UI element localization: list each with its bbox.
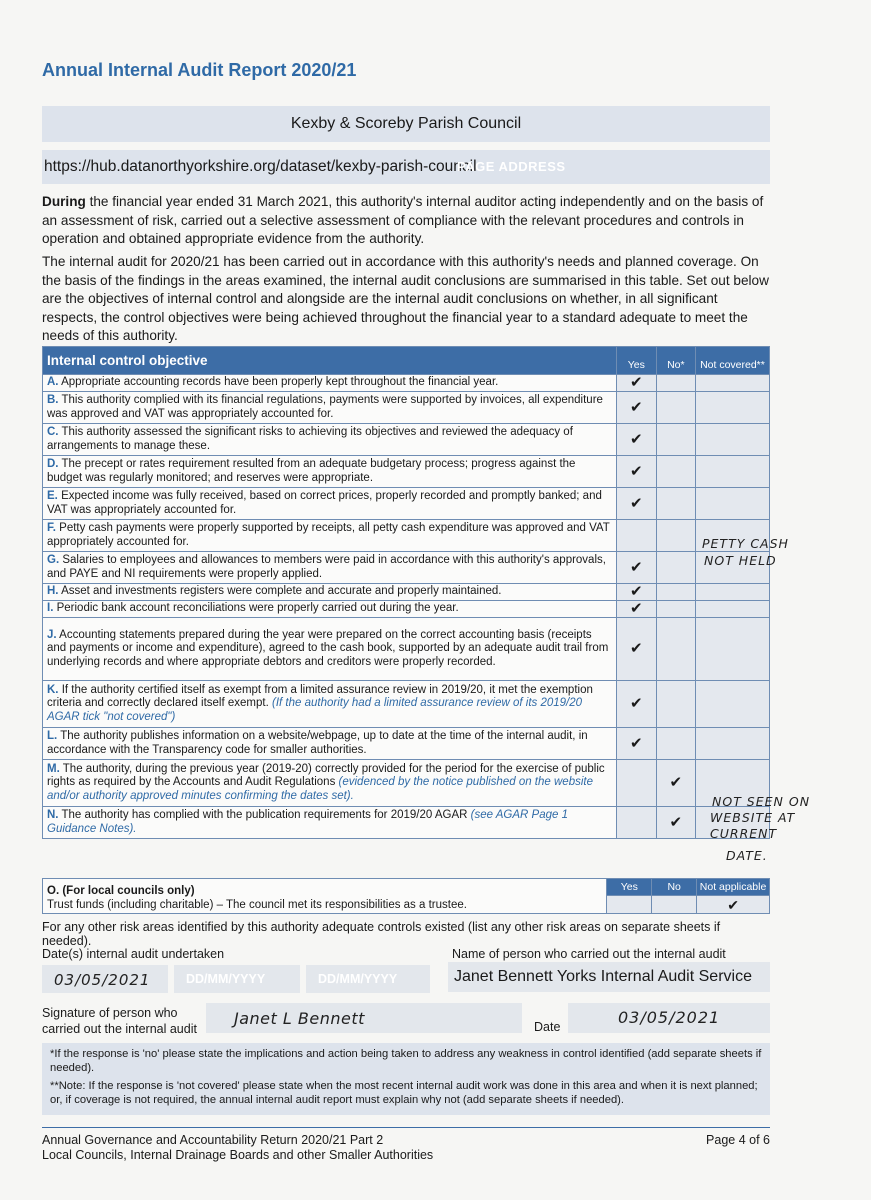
control-objective: [43, 807, 617, 839]
control-note: (evidenced by the notice published on the website and/or authority approved minutes confirming the dates set).: [47, 776, 593, 802]
not-covered-header: Not covered**: [696, 347, 770, 375]
control-text: Asset and investments registers were complete and accurate and properly maintained.: [61, 585, 502, 598]
no-cell[interactable]: ✔: [656, 760, 695, 807]
page-number: Page 4 of 6: [706, 1133, 770, 1147]
control-row: [43, 728, 770, 760]
date-label: Date: [534, 1020, 561, 1034]
control-text: Periodic bank account reconciliations were properly carried out during the year.: [56, 602, 459, 615]
control-row: [43, 584, 770, 601]
row-o-yes-header: Yes: [607, 879, 652, 896]
control-letter: G.: [47, 553, 60, 566]
no-cell[interactable]: ✔: [656, 807, 695, 839]
no-cell[interactable]: [656, 601, 695, 618]
not-covered-cell[interactable]: [696, 601, 770, 618]
control-letter: D.: [47, 457, 59, 470]
no-cell[interactable]: [656, 520, 695, 552]
control-letter: A.: [47, 376, 59, 389]
control-objective: [43, 488, 617, 520]
intro-bold: During: [42, 194, 86, 209]
control-objective: [43, 681, 617, 728]
row-o-objective: [43, 879, 607, 914]
control-text: The authority has complied with the publication requirements for 2019/20 AGAR: [61, 808, 468, 821]
note-not-covered: **Note: If the response is 'not covered' please state when the most recent internal audit work was done in this area and when it is next planned; or, if coverage is not required, the annual internal audit report must explain why not (add separate sheets if needed).: [50, 1080, 758, 1106]
objective-header: Internal control objective: [43, 347, 617, 375]
no-cell[interactable]: [656, 552, 695, 584]
yes-cell[interactable]: [617, 807, 656, 839]
control-objective: [43, 601, 617, 618]
control-text: If the authority certified itself as exempt from a limited assurance review in 2019/20, it met the exemption criteria and correctly declared itself exempt.: [47, 683, 593, 710]
no-cell[interactable]: [656, 375, 695, 392]
not-covered-cell[interactable]: [696, 392, 770, 424]
notes-box: [42, 1043, 770, 1115]
control-letter: M.: [47, 762, 60, 775]
control-objective: [43, 584, 617, 601]
intro-paragraph-2: The internal audit for 2020/21 has been carried out in accordance with this authority's needs and planned coverage. On the basis of the findings in the areas examined, the internal audit conclusions are summarised in this table. Set out below are the objectives of internal control and alongside are the internal audit conclusions on whether, in all significant respects, the control objectives were being achieved throughout the financial year to a standard adequate to meet the needs of this authority.: [42, 254, 769, 343]
intro-text-1: the financial year ended 31 March 2021, this authority's internal auditor acting independently and on the basis of an assessment of risk, carried out a selective assessment of compliance with the relevant procedures and controls in operation and obtained appropriate evidence from the authority.: [42, 194, 764, 246]
row-o-no-header: No: [652, 879, 697, 896]
control-objective: [43, 552, 617, 584]
control-text: This authority complied with its financial regulations, payments were supported by invoices, all expenditure was approved and VAT was appropriately accounted for.: [47, 393, 603, 420]
control-text: Salaries to employees and allowances to members were paid in accordance with this authority's approvals, and PAYE and NI requirements were properly applied.: [47, 553, 606, 580]
yes-cell[interactable]: ✔: [617, 456, 656, 488]
handwritten-not-held: NOT HELD: [704, 553, 777, 568]
no-header: No*: [656, 347, 695, 375]
control-letter: I.: [47, 602, 54, 615]
not-covered-cell[interactable]: [696, 456, 770, 488]
control-letter: N.: [47, 808, 59, 821]
control-objective: [43, 424, 617, 456]
control-text: The authority publishes information on a website/webpage, up to date at the time of the internal audit, in accordance with the Transparency code for smaller authorities.: [47, 729, 588, 756]
signature-label-line-1: Signature of person who: [42, 1006, 178, 1020]
yes-cell[interactable]: ✔: [617, 392, 656, 424]
handwritten-petty-cash: PETTY CASH: [702, 536, 789, 551]
footer-line-2: Local Councils, Internal Drainage Boards and other Smaller Authorities: [42, 1148, 434, 1162]
yes-cell[interactable]: ✔: [617, 618, 656, 681]
not-covered-cell[interactable]: [696, 488, 770, 520]
date-1-value: 03/05/2021: [54, 971, 151, 989]
row-o-title: O. (For local councils only): [47, 885, 195, 897]
control-note: (see AGAR Page 1 Guidance Notes).: [47, 808, 568, 835]
internal-control-table: [42, 346, 770, 839]
row-o-table: [42, 878, 770, 914]
page-title: Annual Internal Audit Report 2020/21: [42, 60, 357, 80]
not-covered-cell[interactable]: [696, 728, 770, 760]
signature-value: Janet L Bennett: [234, 1009, 365, 1028]
row-o-na-cell[interactable]: ✔: [697, 896, 770, 914]
dates-label: Date(s) internal audit undertaken: [42, 947, 225, 961]
yes-header: Yes: [617, 347, 656, 375]
not-covered-cell[interactable]: [696, 681, 770, 728]
control-objective: [43, 392, 617, 424]
row-o-na-header: Not applicable: [697, 879, 770, 896]
no-cell[interactable]: [656, 728, 695, 760]
row-o-yes-cell[interactable]: [607, 896, 652, 914]
control-row: [43, 760, 770, 807]
not-covered-cell[interactable]: [696, 584, 770, 601]
control-letter: L.: [47, 729, 58, 742]
date-signed-field[interactable]: [568, 1003, 770, 1033]
footer-line-1: Annual Governance and Accountability Return 2020/21 Part 2: [42, 1133, 384, 1147]
website-url-field[interactable]: [42, 150, 770, 184]
control-text: Petty cash payments were properly supported by receipts, all petty cash expenditure was approved and VAT appropriately accounted for.: [47, 521, 610, 548]
not-covered-cell[interactable]: [696, 618, 770, 681]
control-note: (If the authority had a limited assurance review of its 2019/20 AGAR tick "not covered"): [47, 697, 583, 723]
control-row: [43, 488, 770, 520]
no-cell[interactable]: [656, 681, 695, 728]
control-row: [43, 392, 770, 424]
yes-cell[interactable]: ✔: [617, 601, 656, 618]
yes-cell[interactable]: ✔: [617, 424, 656, 456]
council-name: Kexby & Scoreby Parish Council: [290, 115, 522, 132]
yes-cell[interactable]: ✔: [617, 584, 656, 601]
control-objective: [43, 760, 617, 807]
control-row: [43, 552, 770, 584]
date-2-placeholder: DD/MM/YYYY: [186, 972, 266, 986]
website-placeholder: PAGE ADDRESS: [457, 159, 566, 174]
control-row: [43, 601, 770, 618]
other-risks-text: For any other risk areas identified by this authority adequate controls existed (list any other risk areas on separate sheets if needed).: [42, 920, 721, 948]
date-signed-value: 03/05/2021: [618, 1008, 721, 1027]
auditor-name: Janet Bennett Yorks Internal Audit Service: [454, 968, 752, 985]
control-row: [43, 456, 770, 488]
control-row: [43, 807, 770, 839]
control-letter: K.: [47, 683, 59, 696]
date-3-placeholder: DD/MM/YYYY: [318, 972, 398, 986]
signature-field[interactable]: [206, 1003, 522, 1033]
no-cell[interactable]: [656, 424, 695, 456]
control-objective: [43, 375, 617, 392]
yes-cell[interactable]: ✔: [617, 728, 656, 760]
yes-cell[interactable]: ✔: [617, 375, 656, 392]
control-letter: B.: [47, 393, 59, 406]
intro-paragraph-1: [42, 193, 772, 249]
no-cell[interactable]: [656, 618, 695, 681]
yes-cell[interactable]: ✔: [617, 552, 656, 584]
yes-cell[interactable]: [617, 520, 656, 552]
control-row: [43, 520, 770, 552]
date-field-2[interactable]: [174, 965, 300, 993]
row-o-text: Trust funds (including charitable) – The council met its responsibilities as a trustee.: [47, 899, 467, 911]
control-row: [43, 681, 770, 728]
yes-cell[interactable]: ✔: [617, 488, 656, 520]
council-name-field[interactable]: [42, 106, 770, 142]
no-cell[interactable]: [656, 456, 695, 488]
handwritten-not-seen: NOT SEEN ON: [712, 794, 811, 809]
control-rows: [43, 375, 770, 839]
control-text: This authority assessed the significant risks to achieving its objectives and reviewed the adequacy of arrangements to manage these.: [47, 425, 573, 452]
control-letter: E.: [47, 489, 58, 502]
yes-cell[interactable]: ✔: [617, 681, 656, 728]
control-text: The authority, during the previous year (2019-20) correctly provided for the period for the exercise of public rights as required by the Accounts and Audit Regulations: [47, 762, 605, 789]
footer: [42, 1127, 770, 1163]
control-objective: [43, 728, 617, 760]
control-letter: F.: [47, 521, 56, 534]
control-letter: H.: [47, 585, 59, 598]
not-covered-cell[interactable]: [696, 424, 770, 456]
control-text: Accounting statements prepared during the year were prepared on the correct accounting basis (receipts and payments or income and expenditure), agreed to the cash book, supported by an adequate audit trail from underlying records and where appropriate debtors and creditors were properly recorded.: [47, 628, 609, 668]
handwritten-current: CURRENT: [710, 826, 778, 841]
note-no: *If the response is 'no' please state the implications and action being taken to address any weakness in control identified (add separate sheets if needed).: [50, 1048, 762, 1074]
signature-label: [42, 1005, 197, 1037]
control-letter: C.: [47, 425, 59, 438]
control-text: The precept or rates requirement resulted from an adequate budgetary process; progress against the budget was regularly monitored; and reserves were appropriate.: [47, 457, 576, 484]
auditor-label: Name of person who carried out the internal audit: [452, 947, 726, 961]
control-text: Appropriate accounting records have been properly kept throughout the financial year.: [61, 376, 499, 389]
no-cell[interactable]: [656, 392, 695, 424]
no-cell[interactable]: [656, 584, 695, 601]
control-letter: J.: [47, 628, 57, 641]
control-row: [43, 375, 770, 392]
control-row: [43, 618, 770, 681]
row-o-no-cell[interactable]: [652, 896, 697, 914]
date-field-3[interactable]: [306, 965, 430, 993]
auditor-name-field[interactable]: [448, 962, 770, 992]
control-objective: [43, 520, 617, 552]
not-covered-cell[interactable]: [696, 375, 770, 392]
control-objective: [43, 618, 617, 681]
date-field-1[interactable]: [42, 965, 168, 993]
control-row: [43, 424, 770, 456]
handwritten-date: DATE.: [726, 848, 768, 863]
handwritten-website-at: WEBSITE AT: [710, 810, 796, 825]
signature-label-line-2: carried out the internal audit: [42, 1022, 197, 1036]
website-url: https://hub.datanorthyorkshire.org/dataset/kexby-parish-council: [44, 158, 477, 175]
no-cell[interactable]: [656, 488, 695, 520]
yes-cell[interactable]: [617, 760, 656, 807]
control-objective: [43, 456, 617, 488]
control-text: Expected income was fully received, based on correct prices, properly recorded and promptly banked; and VAT was appropriately accounted for.: [47, 489, 602, 516]
